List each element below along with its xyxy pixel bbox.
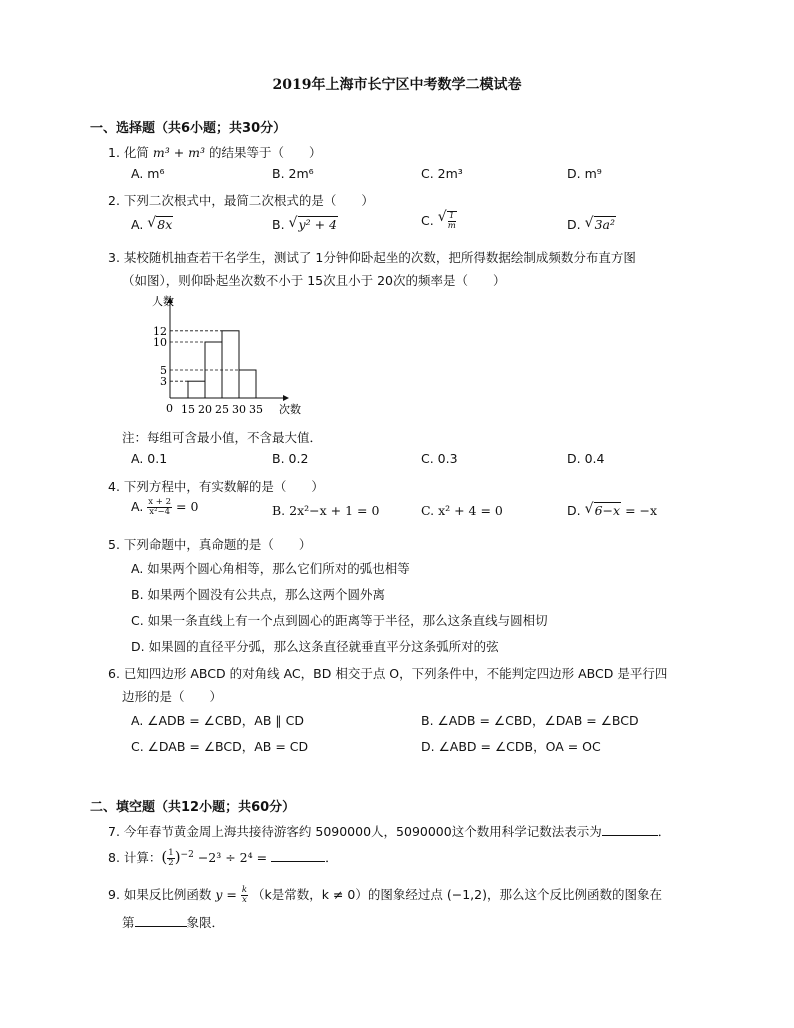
question-7-stem: 7. 今年春节黄金周上海共接待游客约 5090000人，5090000这个数用科学记数法表示为: [108, 824, 602, 839]
fraction: [241, 886, 248, 905]
x-tick-label: 20: [198, 403, 212, 416]
question-7: [108, 822, 670, 840]
q2-option-a: [131, 217, 173, 232]
q5-option-a: A. 如果两个圆心角相等，那么它们所对的弧也相等: [131, 561, 410, 576]
question-1-stem-post: 的结果等于（ ）: [209, 145, 322, 160]
x-axis-label: 次数: [279, 403, 301, 416]
q5-option-d: D. 如果圆的直径平分弧，那么这条直径就垂直平分这条弧所对的弦: [131, 639, 499, 654]
q2-option-d: [567, 217, 616, 232]
sqrt-symbol: [438, 211, 457, 231]
fraction-denominator: m: [447, 221, 456, 231]
origin-label: 0: [166, 402, 173, 415]
question-9-stem: 9. 如果反比例函数: [108, 887, 212, 902]
question-9-line-2-post: 象限．: [186, 915, 225, 930]
section-heading-fill: 二、填空题（共12小题；共60分）: [90, 800, 296, 815]
q2-option-a-radicand: 8x: [157, 217, 173, 232]
x-tick-label: 35: [249, 403, 263, 416]
q2-option-a-label: A.: [131, 217, 144, 232]
q2-option-d-label: D.: [567, 217, 581, 232]
q2-option-b-label: B.: [272, 217, 285, 232]
q4-option-c: C. x² + 4 = 0: [421, 503, 503, 518]
histogram-chart: [130, 292, 320, 422]
fraction-numerator: k: [241, 885, 248, 895]
q4-option-a: [131, 498, 198, 517]
section-heading-choice: 一、选择题（共6小题；共30分）: [90, 121, 287, 136]
q4-option-a-label: A.: [131, 499, 144, 514]
question-3-line-2: （如图），则仰卧起坐次数不小于 15次且小于 20次的频率是（ ）: [122, 273, 506, 288]
q2-option-c-label: C.: [421, 213, 434, 228]
q4-option-a-rest: = 0: [176, 499, 199, 514]
x-tick-label: 25: [215, 403, 229, 416]
q4-option-d-radicand: 6−x: [594, 503, 621, 518]
question-3-note: 注：每组可含最小值，不含最大值．: [122, 430, 323, 445]
question-8-expression: −2³ ÷ 2⁴ =: [197, 850, 268, 865]
q5-option-b: B. 如果两个圆没有公共点，那么这两个圆外离: [131, 587, 386, 602]
answer-blank[interactable]: [271, 849, 325, 862]
question-6-line-1: 6. 已知四边形 ABCD 的对角线 AC，BD 相交于点 O，下列条件中，不能判定四边形 ABCD 是平行四: [108, 666, 668, 681]
fraction: [147, 498, 172, 517]
fraction-numerator: √ 1: [449, 211, 455, 221]
page-title: 2019年上海市长宁区中考数学二模试卷: [272, 77, 522, 93]
question-4: 4. 下列方程中，有实数解的是（ ）: [108, 479, 324, 494]
q1-option-a: A. m⁶: [131, 166, 165, 181]
q3-option-c: C. 0.3: [421, 451, 458, 466]
question-1-expression: m³ + m³: [152, 145, 206, 160]
q2-option-b: [272, 217, 338, 232]
y-tick-label: 10: [153, 336, 167, 349]
y-tick-label: 3: [160, 375, 167, 389]
fraction-numerator: 1: [168, 848, 174, 858]
q4-option-b: B. 2x²−x + 1 = 0: [272, 503, 380, 518]
q5-option-c: C. 如果一条直线上有一个点到圆心的距离等于半径，那么这条直线与圆相切: [131, 613, 548, 628]
question-1-stem-pre: 1. 化简: [108, 145, 149, 160]
q1-option-c: C. 2m³: [421, 166, 463, 181]
q4-option-d-rest: = −x: [625, 503, 658, 518]
q6-option-c: C. ∠DAB = ∠BCD，AB = CD: [131, 739, 309, 754]
exponent: −2: [180, 849, 194, 860]
sqrt-symbol: [585, 217, 616, 232]
histogram-bar: [222, 331, 239, 398]
question-6-line-2: 边形的是（ ）: [122, 689, 223, 704]
y-tick-label: 12: [153, 324, 167, 338]
x-tick-label: 30: [232, 403, 246, 416]
y-tick-label: 5: [160, 364, 167, 377]
sqrt-symbol: [289, 217, 338, 232]
fraction-denominator: x: [242, 895, 247, 905]
histogram-bar: [239, 370, 256, 398]
question-3-line-1: 3. 某校随机抽查若干名学生，测试了 1分钟仰卧起坐的次数，把所得数据绘制成频数分布直方图: [108, 250, 636, 265]
q1-option-b: B. 2m⁶: [272, 166, 314, 181]
fraction-denominator: x²−4: [149, 507, 171, 517]
question-5: 5. 下列命题中，真命题的是（ ）: [108, 537, 312, 552]
question-1: [108, 143, 322, 161]
question-9-line-2-pre: 第: [122, 915, 135, 930]
q2-option-d-radicand: 3a²: [594, 217, 616, 232]
q6-option-d: D. ∠ABD = ∠CDB，OA = OC: [421, 739, 601, 754]
q4-option-d-label: D.: [567, 503, 581, 518]
answer-blank[interactable]: [602, 823, 658, 836]
question-8-end: ．: [325, 850, 338, 865]
q3-option-a: A. 0.1: [131, 451, 168, 466]
fraction-denominator: 2: [168, 858, 174, 868]
fraction-numerator: x + 2: [148, 497, 172, 507]
x-tick-label: 15: [181, 403, 195, 416]
sqrt-symbol: [585, 503, 621, 518]
q2-option-c: [421, 211, 457, 231]
question-7-end: ．: [657, 824, 671, 839]
question-9: [108, 885, 662, 905]
q3-option-b: B. 0.2: [272, 451, 309, 466]
y-axis-label: 人数: [152, 295, 174, 308]
fraction: [167, 849, 174, 868]
question-8-stem: 8. 计算：: [108, 850, 162, 865]
q6-option-a: A. ∠ADB = ∠CBD，AB ∥ CD: [131, 713, 304, 728]
question-9-stem-mid: （k是常数，k ≠ 0）的图象经过点 (−1,2)，那么这个反比例函数的图象在: [252, 887, 662, 902]
question-8: 8. 计算：( $\frac{1}{2}$ )$^{-2}$ −2³ ÷ 2⁴ = ．: [108, 848, 338, 868]
fraction: [448, 212, 456, 231]
question-2: 2. 下列二次根式中，最简二次根式的是（ ）: [108, 193, 374, 208]
histogram-bar: [188, 381, 205, 398]
question-9-line-2: [122, 913, 224, 931]
q4-option-d: [567, 503, 657, 518]
q3-option-d: D. 0.4: [567, 451, 605, 466]
q1-option-d: D. m⁹: [567, 166, 602, 181]
q6-option-b: B. ∠ADB = ∠CBD，∠DAB = ∠BCD: [421, 713, 639, 728]
function-lhs: y =: [215, 887, 237, 902]
answer-blank[interactable]: [135, 914, 187, 927]
q2-option-b-radicand: y² + 4: [298, 217, 337, 232]
sqrt-symbol: [147, 217, 173, 232]
